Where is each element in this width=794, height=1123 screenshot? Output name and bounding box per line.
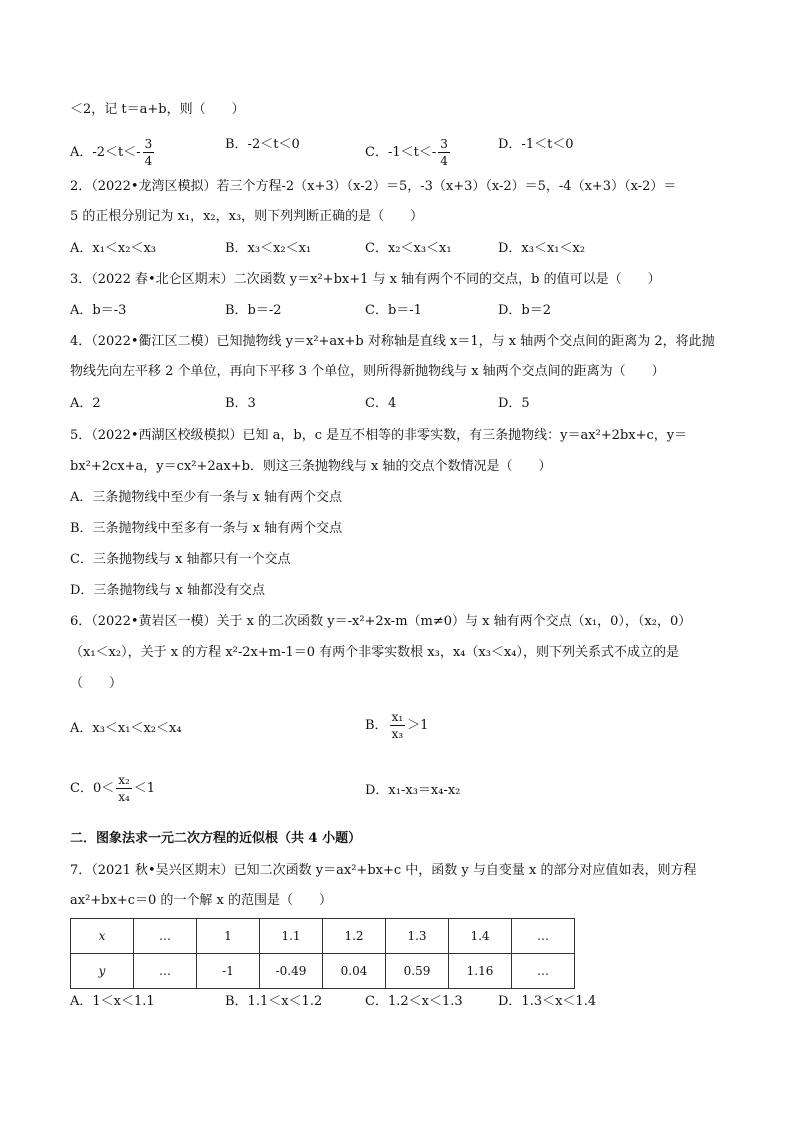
option-c bbox=[70, 772, 155, 805]
option-a: A．x₃＜x₁＜x₂＜x₄ bbox=[70, 721, 182, 736]
option-b bbox=[365, 709, 428, 742]
table-cell: … bbox=[512, 954, 575, 989]
option-a: A．x₁＜x₂＜x₃ bbox=[70, 241, 157, 256]
table-cell: … bbox=[134, 954, 197, 989]
option-d: D．b＝2 bbox=[498, 303, 552, 318]
table-cell: 1.1 bbox=[260, 919, 323, 954]
question-4-line-1: 4．（2022•衢江区二模）已知抛物线 y＝x²+ax+b 对称轴是直线 x＝1，与 x 轴两个交点间的距离为 2，将此抛 bbox=[70, 334, 715, 349]
option-c: C．x₂＜x₃＜x₁ bbox=[365, 241, 452, 256]
option-c: C．三条抛物线与 x 轴都只有一个交点 bbox=[70, 552, 291, 567]
fraction-numerator: 3 bbox=[440, 137, 448, 151]
option-d: D．x₁-x₃＝x₄-x₂ bbox=[365, 783, 461, 798]
table-cell: -1 bbox=[197, 954, 260, 989]
option-d: D．-1＜t＜0 bbox=[498, 137, 574, 152]
table-cell: 0.04 bbox=[323, 954, 386, 989]
fraction-denominator: x₃ bbox=[391, 727, 404, 741]
table-cell: x bbox=[71, 919, 134, 954]
question-5-line-1: 5．（2022•西湖区校级模拟）已知 a，b，c 是互不相等的非零实数，有三条抛物线：y＝ax²+2bx+c，y＝ bbox=[70, 428, 688, 443]
fraction-numerator: x₁ bbox=[391, 710, 404, 724]
option-d: D．三条抛物线与 x 轴都没有交点 bbox=[70, 583, 266, 598]
option-a-text: A．-2＜t＜- bbox=[70, 145, 141, 160]
fraction-denominator: x₄ bbox=[118, 790, 130, 804]
option-b-text: B． bbox=[365, 718, 388, 733]
option-a: A．2 bbox=[70, 396, 101, 411]
fraction-denominator: 4 bbox=[440, 154, 448, 168]
question-4-line-2: 物线先向左平移 2 个单位，再向下平移 3 个单位，则所得新抛物线与 x 轴两个交点间的距离为（ ） bbox=[70, 364, 665, 379]
fraction bbox=[116, 772, 132, 805]
fraction bbox=[143, 136, 155, 169]
question-5-line-2: bx²+2cx+a，y＝cx²+2ax+b．则这三条抛物线与 x 轴的交点个数情况是（ ） bbox=[70, 459, 552, 474]
option-a bbox=[70, 136, 156, 169]
option-b: B．b＝-2 bbox=[225, 303, 282, 318]
question-6-line-1: 6．（2022•黄岩区一模）关于 x 的二次函数 y＝-x²+2x-m（m≠0）与 x 轴有两个交点（x₁，0），（x₂，0） bbox=[70, 614, 692, 629]
table-row bbox=[71, 919, 575, 954]
option-b: B．x₃＜x₂＜x₁ bbox=[225, 241, 312, 256]
table-cell: 0.59 bbox=[386, 954, 449, 989]
question-6-line-3: （ ） bbox=[70, 676, 123, 691]
question-6-line-2: （x₁＜x₂），关于 x 的方程 x²-2x+m-1＝0 有两个非零实数根 x₃，x₄（x₃＜x₄），则下列关系式不成立的是 bbox=[70, 645, 679, 660]
option-c: C．1.2＜x＜1.3 bbox=[365, 994, 463, 1009]
question-7-line-1: 7．（2021 秋•吴兴区期末）已知二次函数 y＝ax²+bx+c 中，函数 y 与自变量 x 的部分对应值如表，则方程 bbox=[70, 863, 697, 878]
fraction-numerator: 3 bbox=[144, 137, 153, 151]
table-cell: 1.2 bbox=[323, 919, 386, 954]
option-c: C．4 bbox=[365, 396, 397, 411]
table-cell: 1.4 bbox=[449, 919, 512, 954]
section-title: 二．图象法求一元二次方程的近似根（共 4 小题） bbox=[70, 831, 362, 846]
table-cell: y bbox=[71, 954, 134, 989]
option-d: D．x₃＜x₁＜x₂ bbox=[498, 241, 586, 256]
option-d: D．5 bbox=[498, 396, 530, 411]
question-7-line-2: ax²+bx+c＝0 的一个解 x 的范围是（ ） bbox=[70, 893, 333, 908]
option-c-text: C．0＜ bbox=[70, 781, 115, 796]
table-cell: -0.49 bbox=[260, 954, 323, 989]
question-2-line-1: 2．（2022•龙湾区模拟）若三个方程-2（x+3）（x-2）＝5，-3（x+3）（x-2）＝5，-4（x+3）（x-2）＝ bbox=[70, 179, 677, 194]
option-b: B．三条抛物线中至多有一条与 x 轴有两个交点 bbox=[70, 521, 343, 536]
question-2-line-2: 5 的正根分别记为 x₁，x₂，x₃，则下列判断正确的是（ ） bbox=[70, 209, 424, 224]
question-3-line-1: 3．（2022 春•北仑区期末）二次函数 y＝x²+bx+1 与 x 轴有两个不同的交点，b 的值可以是（ ） bbox=[70, 272, 661, 287]
option-c bbox=[365, 136, 452, 169]
fraction-denominator: 4 bbox=[144, 154, 153, 168]
table-cell: 1.3 bbox=[386, 919, 449, 954]
option-b: B．-2＜t＜0 bbox=[225, 137, 300, 152]
value-table bbox=[70, 918, 575, 989]
option-b: B．3 bbox=[225, 396, 256, 411]
fraction-numerator: x₂ bbox=[118, 773, 130, 787]
option-c: C．b＝-1 bbox=[365, 303, 422, 318]
table-cell: 1 bbox=[197, 919, 260, 954]
table-cell: … bbox=[512, 919, 575, 954]
question-prev-tail: ＜2，记 t＝a+b，则（ ） bbox=[70, 102, 245, 117]
option-a: A．b＝-3 bbox=[70, 303, 127, 318]
option-c-text: C．-1＜t＜- bbox=[365, 145, 437, 160]
option-d: D．1.3＜x＜1.4 bbox=[498, 994, 597, 1009]
option-c-suffix: ＜1 bbox=[133, 781, 156, 796]
table-cell: … bbox=[134, 919, 197, 954]
table-cell: 1.16 bbox=[449, 954, 512, 989]
option-b-suffix: ＞1 bbox=[407, 718, 429, 733]
fraction bbox=[438, 136, 450, 169]
table-row bbox=[71, 954, 575, 989]
fraction bbox=[390, 709, 406, 742]
option-a: A．三条抛物线中至少有一条与 x 轴有两个交点 bbox=[70, 490, 342, 505]
option-b: B．1.1＜x＜1.2 bbox=[225, 994, 323, 1009]
option-a: A．1＜x＜1.1 bbox=[70, 994, 155, 1009]
